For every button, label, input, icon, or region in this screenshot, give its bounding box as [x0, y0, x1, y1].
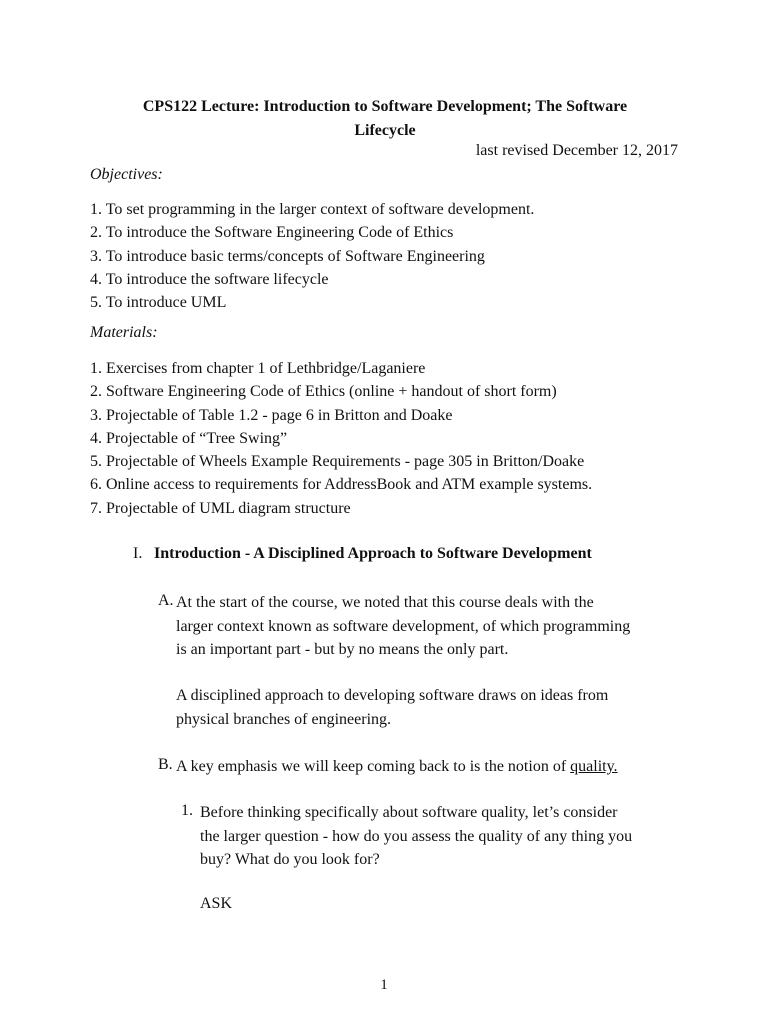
- objective-item: 3. To introduce basic terms/concepts of Software Engineering: [90, 247, 485, 265]
- material-item: 4. Projectable of “Tree Swing”: [90, 429, 288, 447]
- subsection-a-paragraph: [176, 591, 630, 662]
- subsection-b-marker: B.: [158, 756, 173, 773]
- materials-heading: Materials:: [90, 324, 158, 341]
- revision-date: last revised December 12, 2017: [475, 142, 678, 159]
- objective-item: 4. To introduce the software lifecycle: [90, 270, 329, 288]
- subsection-a-second-paragraph: [176, 684, 608, 731]
- paragraph-line: the larger question - how do you assess the quality of any thing you: [200, 827, 633, 845]
- materials-list: [90, 357, 592, 520]
- ask-note: ASK: [200, 895, 233, 912]
- subsection-b-text: A key emphasis we will keep coming back to is the notion of: [176, 758, 571, 775]
- material-item: 5. Projectable of Wheels Example Requirements - page 305 in Britton/Doake: [90, 453, 585, 471]
- paragraph-line: physical branches of engineering.: [176, 710, 392, 728]
- paragraph-line: is an important part - but by no means the only part.: [176, 641, 509, 658]
- subsection-a-marker: A.: [158, 592, 174, 609]
- item-1-paragraph: [200, 801, 632, 872]
- paragraph-line: At the start of the course, we noted that this course deals with the: [176, 594, 594, 611]
- material-item: 6. Online access to requirements for AddressBook and ATM example systems.: [90, 476, 593, 494]
- section-title: Introduction - A Disciplined Approach to Software Development: [154, 545, 592, 562]
- document-title-line-1: CPS122 Lecture: Introduction to Software Development; The Software: [142, 98, 628, 115]
- subsection-b-paragraph: [176, 755, 618, 779]
- objectives-list: [90, 198, 534, 314]
- objective-item: 1. To set programming in the larger context of software development.: [90, 201, 535, 218]
- paragraph-line: larger context known as software development, of which programming: [176, 617, 631, 635]
- objectives-heading: Objectives:: [90, 166, 163, 183]
- page-number: 1: [380, 977, 388, 993]
- material-item: 2. Software Engineering Code of Ethics (online + handout of short form): [90, 383, 557, 401]
- material-item: 1. Exercises from chapter 1 of Lethbridge/Laganiere: [90, 360, 426, 377]
- document-title-line-2: Lifecycle: [354, 122, 416, 139]
- paragraph-line: [176, 755, 618, 779]
- paragraph-line: A disciplined approach to developing software draws on ideas from: [176, 687, 609, 704]
- paragraph-line: Before thinking specifically about software quality, let’s consider: [200, 804, 618, 821]
- material-item: 7. Projectable of UML diagram structure: [90, 499, 351, 517]
- objective-item: 2. To introduce the Software Engineering Code of Ethics: [90, 224, 454, 242]
- paragraph-line: buy? What do you look for?: [200, 851, 380, 868]
- objective-item: 5. To introduce UML: [90, 294, 227, 312]
- item-1-marker: 1.: [181, 802, 193, 819]
- section-number: I.: [133, 545, 143, 562]
- quality-term: quality.: [570, 758, 618, 775]
- material-item: 3. Projectable of Table 1.2 - page 6 in Britton and Doake: [90, 406, 453, 424]
